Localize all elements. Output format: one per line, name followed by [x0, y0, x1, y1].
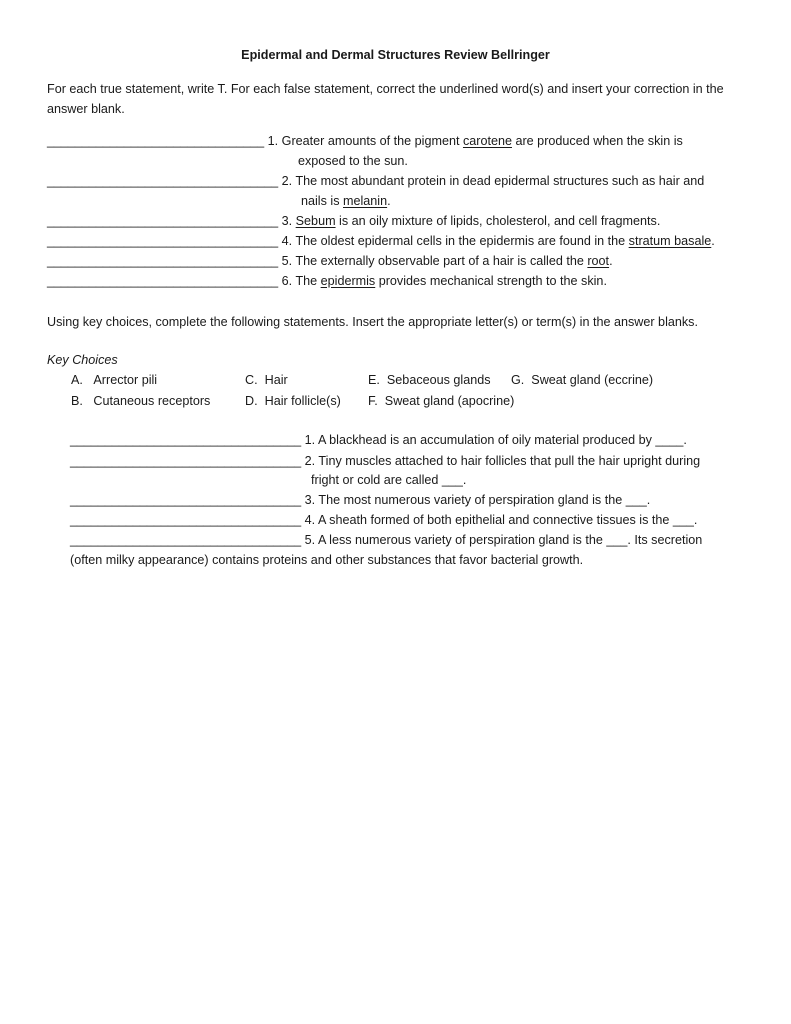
underlined-term: Sebum — [295, 214, 336, 228]
part1-item-2-cont: nails is melanin. — [301, 194, 391, 208]
part2-item-4: _________________________________ 4. A sheath formed of both epithelial and connective tissues is the ___. — [70, 513, 698, 527]
part1-item-1: _______________________________ 1. Greater amounts of the pigment carotene are produced when the skin is — [47, 134, 683, 148]
key-choice-f: F. Sweat gland (apocrine) — [368, 394, 515, 408]
answer-blank[interactable]: _________________________________ — [47, 234, 279, 248]
answer-blank[interactable]: _________________________________ — [47, 274, 279, 288]
answer-blank[interactable]: _________________________________ — [70, 433, 302, 447]
key-choice-e: E. Sebaceous glands — [368, 373, 491, 387]
part1-item-3: _________________________________ 3. Sebum is an oily mixture of lipids, cholesterol, and cell fragments. — [47, 214, 661, 228]
part1-item-5: _________________________________ 5. The externally observable part of a hair is called the root. — [47, 254, 613, 268]
underlined-term: epidermis — [320, 274, 376, 288]
part1-item-6: _________________________________ 6. The epidermis provides mechanical strength to the skin. — [47, 274, 607, 288]
underlined-term: stratum basale — [628, 234, 712, 248]
key-choices-heading: Key Choices — [47, 353, 118, 367]
answer-blank[interactable]: _________________________________ — [47, 254, 279, 268]
answer-blank[interactable]: _________________________________ — [47, 214, 279, 228]
underlined-term: carotene — [462, 134, 512, 148]
answer-blank[interactable]: _________________________________ — [47, 174, 279, 188]
part1-item-4: _________________________________ 4. The oldest epidermal cells in the epidermis are found in the stratum basale. — [47, 234, 715, 248]
part2-item-5: _________________________________ 5. A less numerous variety of perspiration gland is the ___. Its secretion — [70, 533, 703, 547]
underlined-term: root — [587, 254, 610, 268]
answer-blank[interactable]: _________________________________ — [70, 513, 302, 527]
part2-item-2-cont: fright or cold are called ___. — [311, 473, 467, 487]
key-choice-a: A. Arrector pili — [71, 373, 158, 387]
answer-blank[interactable]: _________________________________ — [70, 493, 302, 507]
key-choice-g: G. Sweat gland (eccrine) — [511, 373, 654, 387]
part2-item-2: _________________________________ 2. Tiny muscles attached to hair follicles that pull the hair upright during — [70, 454, 701, 468]
worksheet-title: Epidermal and Dermal Structures Review Bellringer — [241, 48, 550, 62]
underlined-term: melanin — [343, 194, 388, 208]
key-choice-c: C. Hair — [245, 373, 288, 387]
part1-instructions: For each true statement, write T. For each false statement, correct the underlined word(s) and insert your correction in the answer blank. — [47, 82, 724, 116]
part2-item-5-cont: (often milky appearance) contains proteins and other substances that favor bacterial growth. — [70, 553, 584, 567]
part1-item-2: _________________________________ 2. The most abundant protein in dead epidermal structures such as hair and — [47, 174, 705, 188]
part2-item-3: _________________________________ 3. The most numerous variety of perspiration gland is the ___. — [70, 493, 651, 507]
part2-item-1: _________________________________ 1. A blackhead is an accumulation of oily material produced by ____. — [70, 433, 687, 447]
part2-instructions: Using key choices, complete the following statements. Insert the appropriate letter(s) or term(s) in the answer blanks. — [47, 315, 698, 329]
answer-blank[interactable]: _________________________________ — [70, 454, 302, 468]
key-choice-d: D. Hair follicle(s) — [245, 394, 341, 408]
answer-blank[interactable]: _______________________________ — [47, 134, 265, 148]
answer-blank[interactable]: _________________________________ — [70, 533, 302, 547]
key-choice-b: B. Cutaneous receptors — [71, 394, 211, 408]
part1-item-1-cont: exposed to the sun. — [298, 154, 408, 168]
